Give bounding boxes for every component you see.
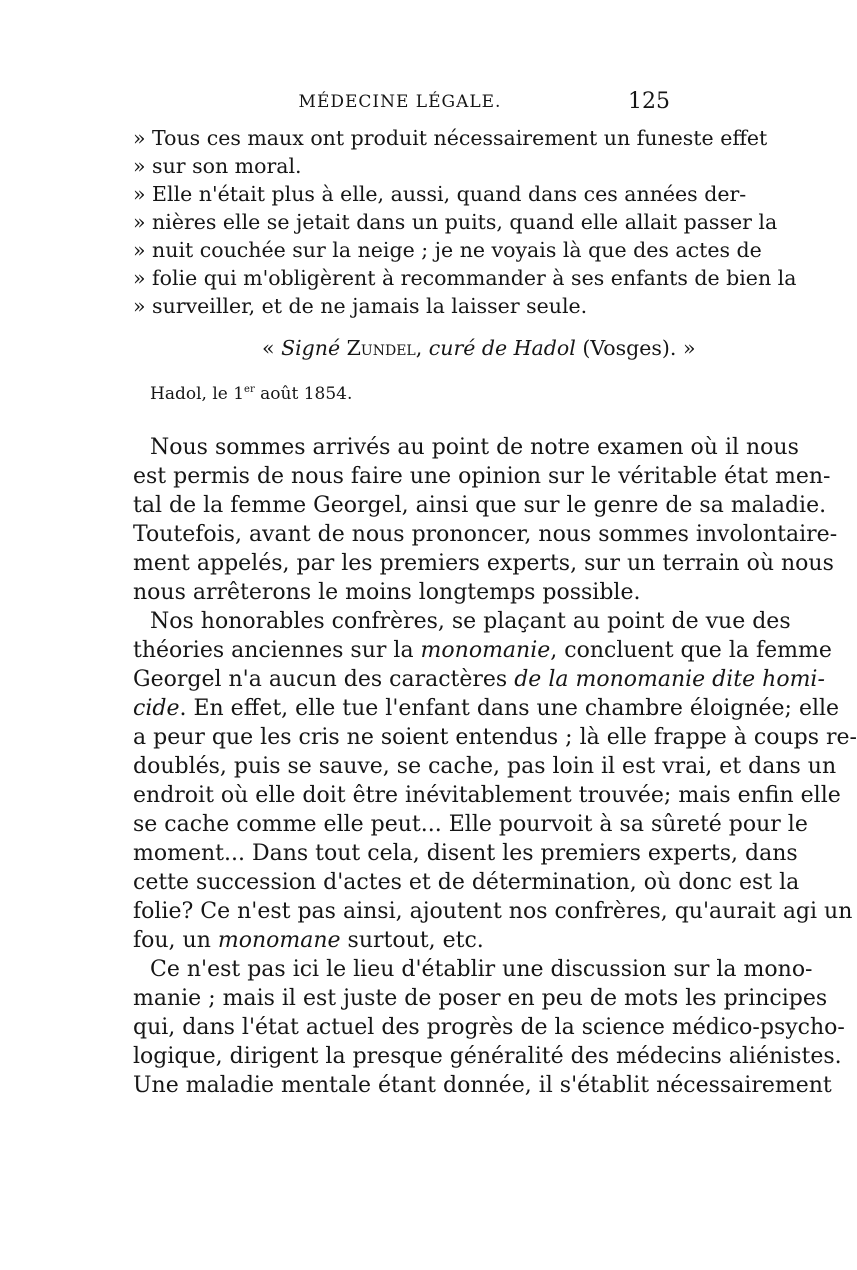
text-line: fou, un monomane surtout, etc. bbox=[133, 928, 484, 953]
text-line: endroit où elle doit être inévitablement trouvée; mais enfin elle bbox=[133, 783, 841, 808]
text-line: nous arrêterons le moins longtemps possible. bbox=[133, 580, 641, 605]
letter-dateline: Hadol, le 1er août 1854. bbox=[150, 384, 353, 404]
signatory-name: Zundel, bbox=[346, 336, 423, 360]
text-line: Ce n'est pas ici le lieu d'établir une discussion sur la mono- bbox=[150, 957, 813, 982]
letter-line: » Tous ces maux ont produit nécessairement un funeste effet bbox=[133, 126, 768, 150]
text-line: ment appelés, par les premiers experts, sur un terrain où nous bbox=[133, 551, 834, 576]
text-line: logique, dirigent la presque généralité des médecins aliénistes. bbox=[133, 1044, 842, 1069]
text-line: a peur que les cris ne soient entendus ; là elle frappe à coups re- bbox=[133, 725, 857, 750]
letter-line: » sur son moral. bbox=[133, 154, 302, 178]
text-line: théories anciennes sur la monomanie, concluent que la femme bbox=[133, 638, 832, 663]
letter-line: » nières elle se jetait dans un puits, quand elle allait passer la bbox=[133, 210, 778, 234]
text-line: moment... Dans tout cela, disent les premiers experts, dans bbox=[133, 841, 798, 866]
text-line: Toutefois, avant de nous prononcer, nous sommes involontaire- bbox=[133, 522, 838, 547]
letter-line: » nuit couchée sur la neige ; je ne voyais là que des actes de bbox=[133, 238, 762, 262]
letter-line: » Elle n'était plus à elle, aussi, quand dans ces années der- bbox=[133, 182, 747, 206]
text-line: Nous sommes arrivés au point de notre examen où il nous bbox=[150, 435, 799, 460]
letter-line: » folie qui m'obligèrent à recommander à ses enfants de bien la bbox=[133, 266, 797, 290]
text-line: Une maladie mentale étant donnée, il s'établit nécessairement bbox=[133, 1073, 832, 1098]
text-line: est permis de nous faire une opinion sur le véritable état men- bbox=[133, 464, 831, 489]
text-line: cide. En effet, elle tue l'enfant dans une chambre éloignée; elle bbox=[133, 696, 840, 721]
text-line: cette succession d'actes et de détermination, où donc est la bbox=[133, 870, 800, 895]
letter-line: » surveiller, et de ne jamais la laisser seule. bbox=[133, 294, 588, 318]
text-line: Georgel n'a aucun des caractères de la monomanie dite homi- bbox=[133, 667, 825, 692]
running-head: MÉDECINE LÉGALE. bbox=[298, 92, 502, 112]
text-line: se cache comme elle peut... Elle pourvoit à sa sûreté pour le bbox=[133, 812, 808, 837]
text-line: doublés, puis se sauve, se cache, pas loin il est vrai, et dans un bbox=[133, 754, 837, 779]
text-line: Nos honorables confrères, se plaçant au point de vue des bbox=[150, 609, 791, 634]
text-line: manie ; mais il est juste de poser en peu de mots les principes bbox=[133, 986, 828, 1011]
text-line: folie? Ce n'est pas ainsi, ajoutent nos confrères, qu'aurait agi un bbox=[133, 899, 853, 924]
text-line: tal de la femme Georgel, ainsi que sur le genre de sa maladie. bbox=[133, 493, 827, 518]
page-header bbox=[130, 89, 670, 116]
letter-signature: « Signé Zundel, curé de Hadol (Vosges). » bbox=[262, 336, 696, 360]
page-number: 125 bbox=[628, 89, 670, 114]
text-line: qui, dans l'état actuel des progrès de la science médico-psycho- bbox=[133, 1015, 845, 1040]
